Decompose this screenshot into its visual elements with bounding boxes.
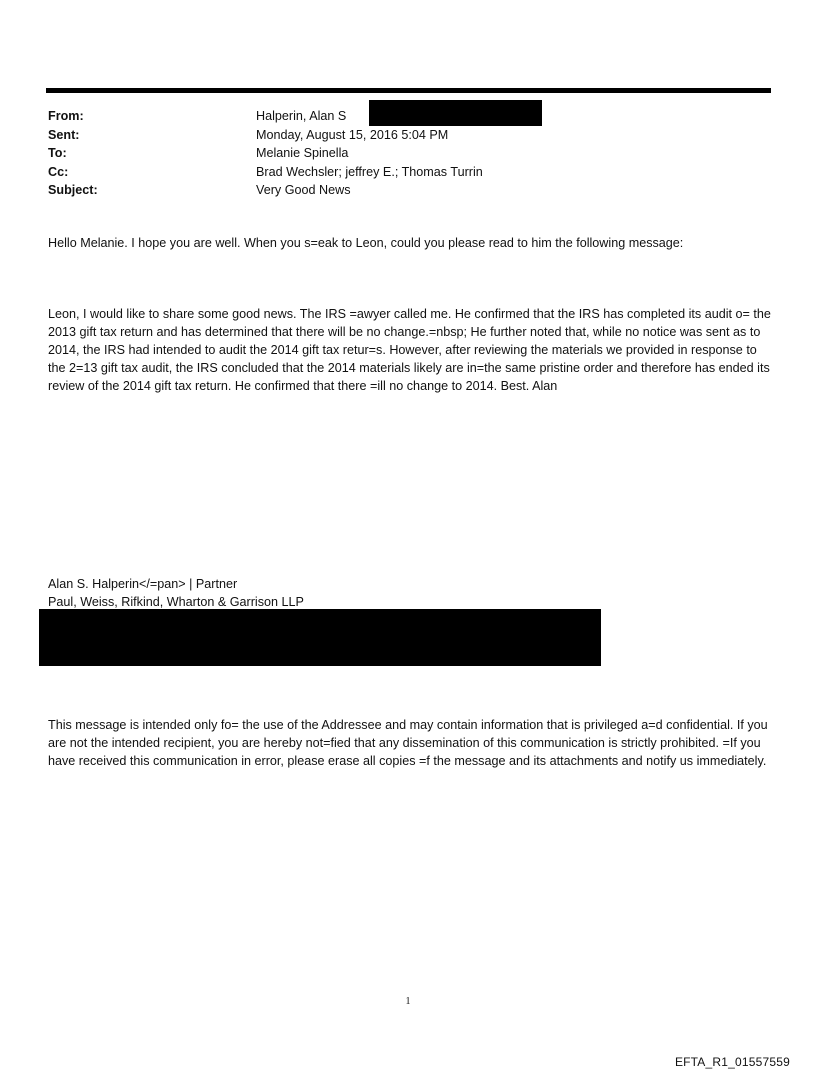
from-label: From: bbox=[48, 109, 84, 123]
signature-firm-line: Paul, Weiss, Rifkind, Wharton & Garrison LLP bbox=[48, 595, 304, 609]
cc-label: Cc: bbox=[48, 164, 69, 179]
sent-row bbox=[48, 126, 768, 145]
header-rule bbox=[46, 88, 771, 93]
from-value: Halperin, Alan S bbox=[256, 109, 347, 123]
sent-value: Monday, August 15, 2016 5:04 PM bbox=[256, 127, 449, 142]
to-value: Melanie Spinella bbox=[256, 146, 349, 160]
signature-block bbox=[48, 575, 773, 611]
message-paragraph: Leon, I would like to share some good news. The IRS =awyer called me. He confirmed that the IRS has completed its audit o= the 2013 gift tax return and has determined that there will be no change.=nbsp; He further noted that, while no notice was sent as to 2014, the IRS had intended to audit the 2014 gift tax retur=s. However, after reviewing the materials we provided in response to the 2=13 gift tax audit, the IRS concluded that the 2014 materials likely are in=the same pristine order and therefore has ended its review of the 2014 gift tax return. He confirmed that there =ill no change to 2014. Best. Alan bbox=[48, 307, 771, 393]
disclaimer-paragraph: This message is intended only fo= the use of the Addressee and may contain information that is privileged a=d confidential. If you are not the intended recipient, you are hereby not=fied that any dissemination of this communication is strictly prohibited. =If you have received this communication in error, please erase all copies =f the message and its attachments and notify us immediately. bbox=[48, 718, 768, 768]
cc-row bbox=[48, 163, 768, 182]
to-row bbox=[48, 144, 768, 163]
greeting-paragraph: Hello Melanie. I hope you are well. When you s=eak to Leon, could you please read to him the following message: bbox=[48, 236, 684, 250]
redaction-email-address bbox=[369, 100, 542, 126]
subject-row bbox=[48, 181, 768, 200]
signature-name-line: Alan S. Halperin</=pan> | Partner bbox=[48, 577, 238, 591]
sent-label: Sent: bbox=[48, 127, 80, 142]
to-label: To: bbox=[48, 146, 67, 160]
subject-value: Very Good News bbox=[256, 183, 351, 197]
redaction-signature-contact bbox=[39, 609, 601, 666]
subject-label: Subject: bbox=[48, 183, 98, 197]
bates-number: EFTA_R1_01557559 bbox=[674, 1055, 790, 1069]
page-number: 1 bbox=[405, 996, 411, 1007]
cc-value: Brad Wechsler; jeffrey E.; Thomas Turrin bbox=[256, 164, 483, 179]
